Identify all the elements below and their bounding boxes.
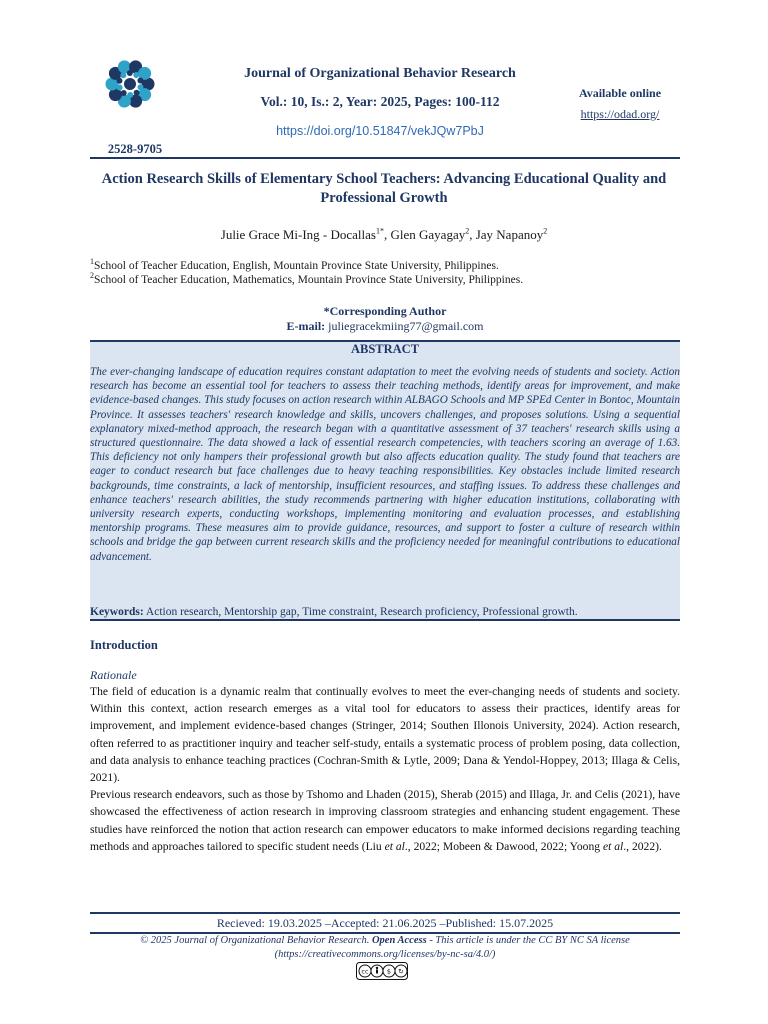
author-sup: 2 <box>465 226 470 236</box>
keywords-label: Keywords: <box>90 606 144 618</box>
copyright-line <box>90 935 680 946</box>
footer-divider <box>90 912 680 914</box>
author-sup: 2 <box>543 226 548 236</box>
svg-text:cc: cc <box>361 967 369 976</box>
author-name: Glen Gayagay <box>390 227 466 242</box>
svg-text:$: $ <box>386 967 392 976</box>
issn: 2528-9705 <box>107 142 163 156</box>
paragraph: The field of education is a dynamic realm that continually evolves to meet the ever-changing needs of students and society. Within this context, action research emerges as a vital tool for educators to assess their practices, identify areas for improvement, and implement evidence-based changes (Stringer, 2014; Southen Illonois University, 2024). Action research, often referred to as practitioner inquiry and teacher self-study, entails a systematic process of problem posing, data collection, and data analysis to enhance teaching practices (Cochran-Smith & Lytle, 2009; Dana & Yendol-Hoppey, 2013; Illaga & Celis, 2021). <box>90 685 680 785</box>
affiliation <box>90 271 524 286</box>
available-online-link[interactable]: https://odad.org/ <box>580 107 660 121</box>
subsection-heading: Rationale <box>90 668 137 682</box>
body-text <box>90 683 680 855</box>
journal-logo-icon <box>98 52 162 116</box>
keywords-line <box>90 606 680 618</box>
keywords-text: Action research, Mentorship gap, Time constraint, Research proficiency, Professional growth. <box>145 606 578 618</box>
cc-by-nc-sa-icon <box>356 962 408 980</box>
email-line <box>90 319 680 334</box>
author-name: Julie Grace Mi-Ing - Docallas <box>220 227 376 242</box>
email-address[interactable]: juliegracekmiing77@gmail.com <box>328 319 484 333</box>
open-access-label: Open Access <box>371 935 427 946</box>
section-heading: Introduction <box>90 638 158 652</box>
license-link[interactable]: (https://creativecommons.org/licenses/by-nc-sa/4.0/) <box>274 949 496 960</box>
abstract-heading: ABSTRACT <box>350 342 420 356</box>
paragraph-text: ., 2022). <box>623 839 662 853</box>
paragraph-text: ., 2022; Mobeen & Dawood, 2022; Yoong <box>404 839 603 853</box>
affiliation-num: 1 <box>90 257 94 267</box>
article-title: Action Research Skills of Elementary School Teachers: Advancing Educational Quality and Professional Growth <box>101 171 667 206</box>
volume-info: Vol.: 10, Is.: 2, Year: 2025, Pages: 100-112 <box>260 94 500 109</box>
license-text: - This article is under the CC BY NC SA license <box>426 935 630 946</box>
svg-text:↻: ↻ <box>398 967 404 976</box>
affiliation-text: School of Teacher Education, English, Mountain Province State University, Philippines. <box>94 260 499 272</box>
author-list: Julie Grace Mi-Ing - Docallas$^{1*}$, Glen Gayagay$^2$, Jay Napanoy$^2$ <box>220 226 548 242</box>
journal-name: Journal of Organizational Behavior Research <box>244 66 516 81</box>
available-online-label: Available online <box>578 86 662 100</box>
affiliation <box>90 257 499 272</box>
paragraph <box>90 786 680 855</box>
abstract-text: The ever-changing landscape of education requires constant adaptation to meet the evolving needs of students and society. Action research has become an essential tool for teachers to assess their teaching methods, identify areas for improvement, and make evidence-based changes. This study focuses on action research within ALBAGO Schools and MP SPEd Center in Bontoc, Mountain Province. It assesses teachers' research knowledge and skills, uncovers challenges, and proposes solutions. Using a sequential explanatory mixed-method approach, the research began with a quantitative assessment of 37 teachers' research skills using a structured questionnaire. The data showed a lack of essential research competencies, with teachers scoring an average of 1.63. This deficiency not only hampers their professional growth but also affects education quality. The study found that teachers are eager to conduct research but face challenges due to heavy teaching responsibilities. Key obstacles include limited research backgrounds, time constraints, a lack of mentorship, insufficient resources, and staffing issues. To address these challenges and enhance teachers' research abilities, the study recommends partnering with higher education institutions, collaborating with university research experts, conducting workshops, implementing monitoring and evaluation processes, and establishing mentorship programs. These measures aim to provide guidance, resources, and support to foster a culture of research within schools and bridge the gap between current research skills and the proficiency needed for meaningful contributions to educational advancement. <box>90 366 680 563</box>
email-label: E-mail: <box>286 319 326 333</box>
author-sup: 1* <box>376 226 384 236</box>
corresponding-author-label: *Corresponding Author <box>323 304 447 318</box>
affiliation-num: 2 <box>90 271 94 281</box>
affiliation-text: School of Teacher Education, Mathematics, Mountain Province State University, Philippines. <box>94 274 524 286</box>
et-al: et al <box>602 839 624 853</box>
logo-petal <box>137 78 143 84</box>
footer-divider <box>90 932 680 934</box>
doi-link[interactable]: https://doi.org/10.51847/vekJQw7PbJ <box>276 124 484 138</box>
author-name: Jay Napanoy <box>475 227 544 242</box>
paragraph-text: Previous research endeavors, such as those by Tshomo and Lhaden (2015), Sherab (2015) and Illaga, Jr. and Celis (2021), have showcased the effectiveness of action research in improving classroom strategies and enhancing student engagement. These studies have reinforced the notion that action research can empower educators to make informed decisions regarding teaching methods and approaches tailored to specific student needs (Liu <box>90 788 680 853</box>
et-al: et al <box>384 839 405 853</box>
header-divider <box>90 157 680 159</box>
copyright-text: © 2025 Journal of Organizational Behavior Research. <box>140 935 372 946</box>
publication-dates: Recieved: 19.03.2025 –Accepted: 21.06.2025 –Published: 15.07.2025 <box>216 916 554 930</box>
